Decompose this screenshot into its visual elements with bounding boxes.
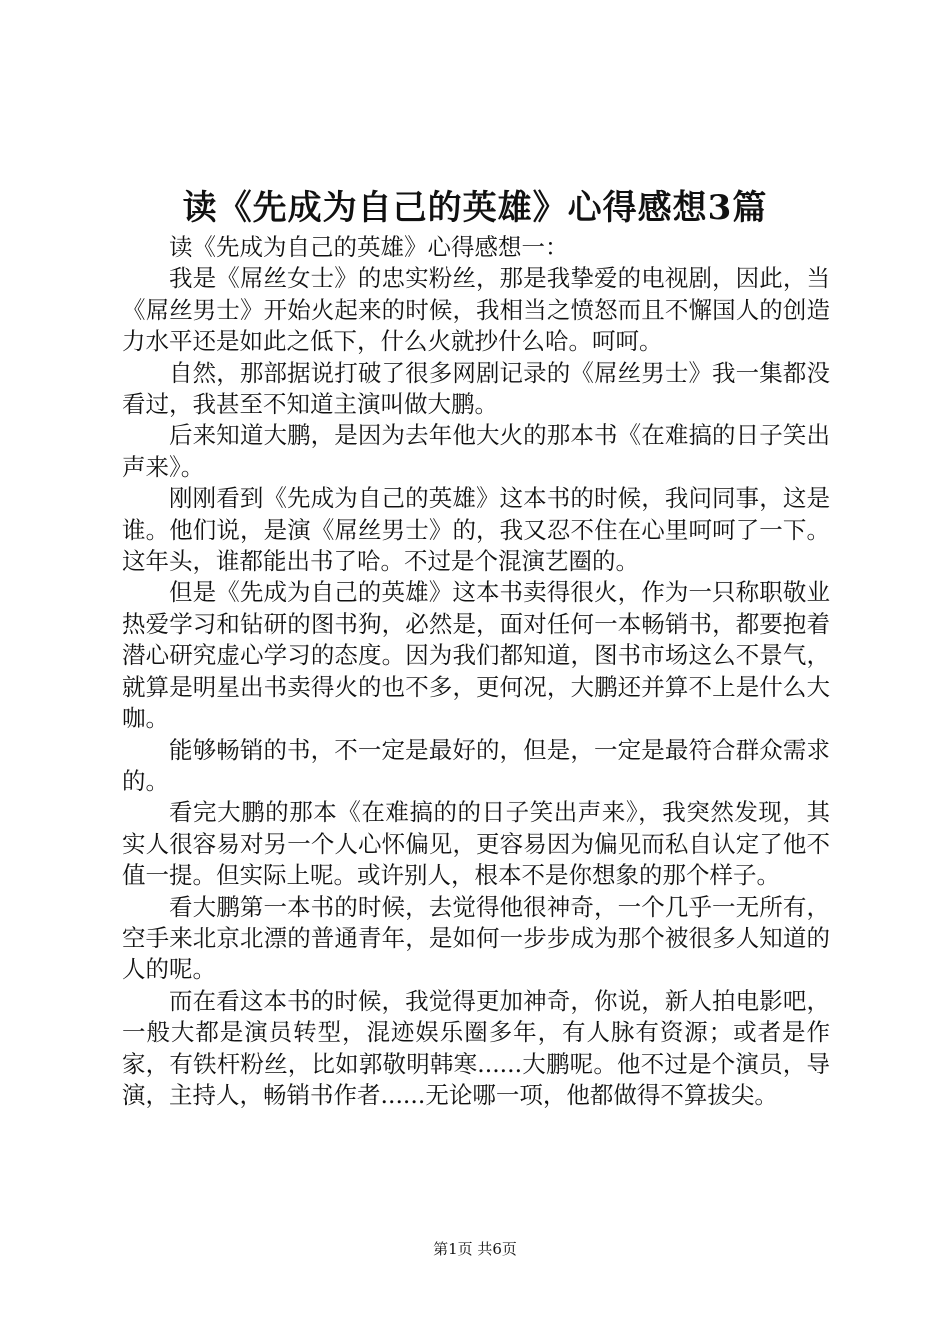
paragraph: 我是《屌丝女士》的忠实粉丝，那是我挚爱的电视剧，因此，当《屌丝男士》开始火起来的时候，我相当之愤怒而且不懈国人的创造力水平还是如此之低下，什么火就抄什么哈。呵呵。 bbox=[122, 264, 830, 356]
page-footer: 第1页 共6页 bbox=[433, 1240, 517, 1258]
paragraph: 看完大鹏的那本《在难搞的的日子笑出声来》，我突然发现，其实人很容易对另一个人心怀偏见，更容易因为偏见而私自认定了他不值一提。但实际上呢。或许别人，根本不是你想象的那个样子。 bbox=[122, 798, 830, 890]
paragraph: 读《先成为自己的英雄》心得感想一： bbox=[169, 233, 569, 261]
paragraph: 而在看这本书的时候，我觉得更加神奇，你说，新人拍电影吧，一般大都是演员转型，混迹娱乐圈多年，有人脉有资源；或者是作家，有铁杆粉丝，比如郭敬明韩寒......大鹏呢。他不过是个演员，导演，主持人，畅销书作者......无论哪一项，他都做得不算拔尖。 bbox=[122, 986, 830, 1109]
paragraph: 看大鹏第一本书的时候，去觉得他很神奇，一个几乎一无所有，空手来北京北漂的普通青年，是如何一步步成为那个被很多人知道的人的呢。 bbox=[122, 892, 830, 984]
paragraph: 能够畅销的书，不一定是最好的，但是，一定是最符合群众需求的。 bbox=[122, 735, 830, 795]
paragraph: 自然，那部据说打破了很多网剧记录的《屌丝男士》我一集都没看过，我甚至不知道主演叫做大鹏。 bbox=[122, 358, 830, 419]
document-body bbox=[122, 232, 830, 1111]
paragraph: 但是《先成为自己的英雄》这本书卖得很火，作为一只称职敬业热爱学习和钻研的图书狗，必然是，面对任何一本畅销书，都要抱着潜心研究虚心学习的态度。因为我们都知道，图书市场这么不景气，就算是明星出书卖得火的也不多，更何况，大鹏还并算不上是什么大咖。 bbox=[122, 578, 830, 733]
document-title: 读《先成为自己的英雄》心得感想3篇 bbox=[182, 188, 768, 228]
paragraph: 刚刚看到《先成为自己的英雄》这本书的时候，我问同事，这是谁。他们说，是演《屌丝男士》的，我又忍不住在心里呵呵了一下。这年头，谁都能出书了哈。不过是个混演艺圈的。 bbox=[122, 484, 830, 576]
paragraph: 后来知道大鹏，是因为去年他大火的那本书《在难搞的日子笑出声来》。 bbox=[122, 421, 830, 481]
